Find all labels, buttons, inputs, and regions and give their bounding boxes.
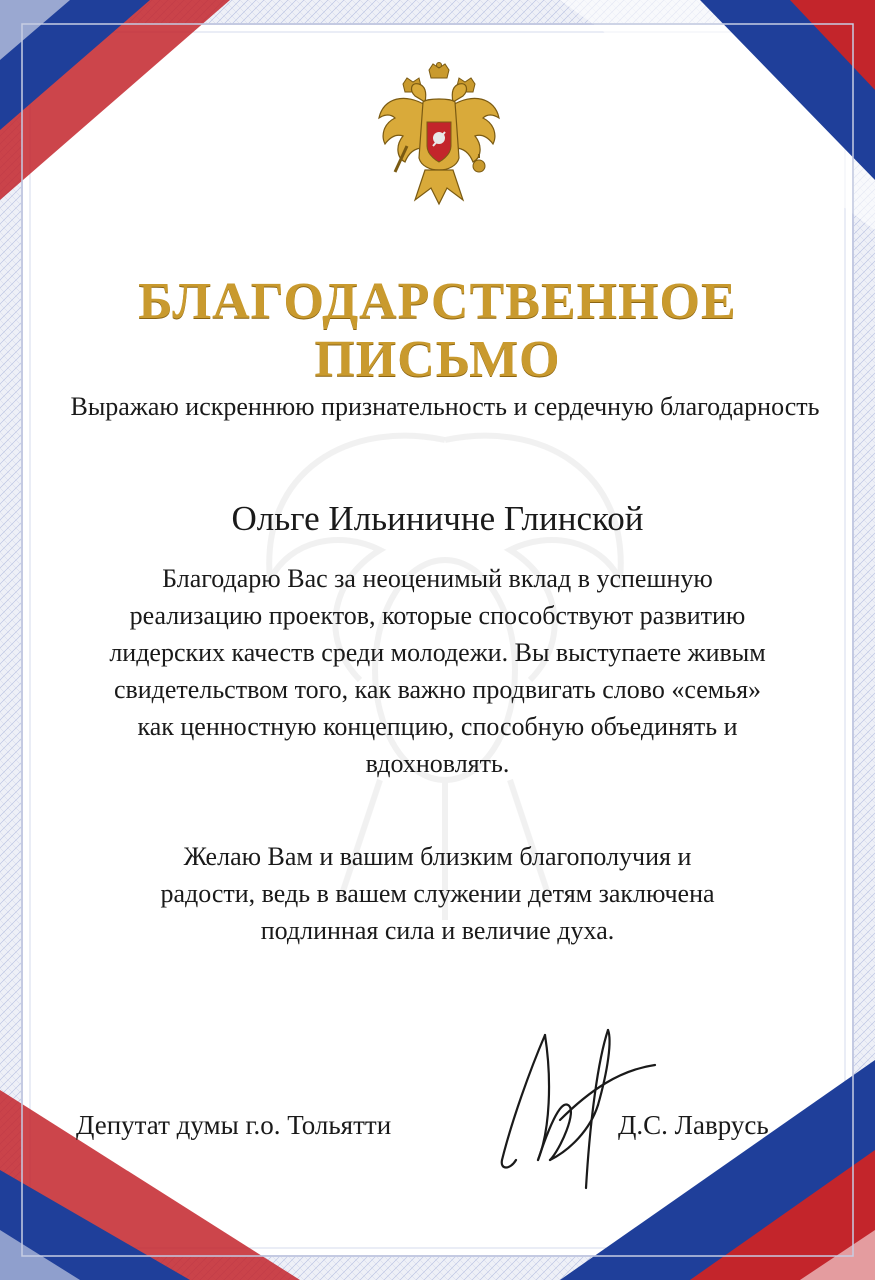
document-title-line2: ПИСЬМО	[314, 331, 561, 388]
coat-of-arms-icon	[375, 62, 503, 212]
wishes-paragraph: Желаю Вам и вашим близким благополучия и радости, ведь в вашем служении детям заключена подлинная сила и величие духа.	[160, 842, 715, 945]
handwritten-signature	[490, 1010, 660, 1195]
document-title-line1: БЛАГОДАРСТВЕННОЕ	[138, 273, 737, 330]
intro-text: Выражаю искреннюю признательность и сердечную благодарность	[70, 392, 820, 421]
signatory-position: Депутат думы г.о. Тольятти	[76, 1110, 392, 1140]
signatory-name: Д.С. Лаврусь	[618, 1110, 769, 1140]
gratitude-paragraph: Благодарю Вас за неоценимый вклад в успешную реализацию проектов, которые способствуют развитию лидерских качеств среди молодежи. Вы выступаете живым свидетельством того, как важно продвигать слово «семья» как ценностную концепцию, способную объединять и вдохновлять.	[109, 564, 766, 778]
recipient-name: Ольге Ильиничне Глинской	[231, 499, 644, 538]
